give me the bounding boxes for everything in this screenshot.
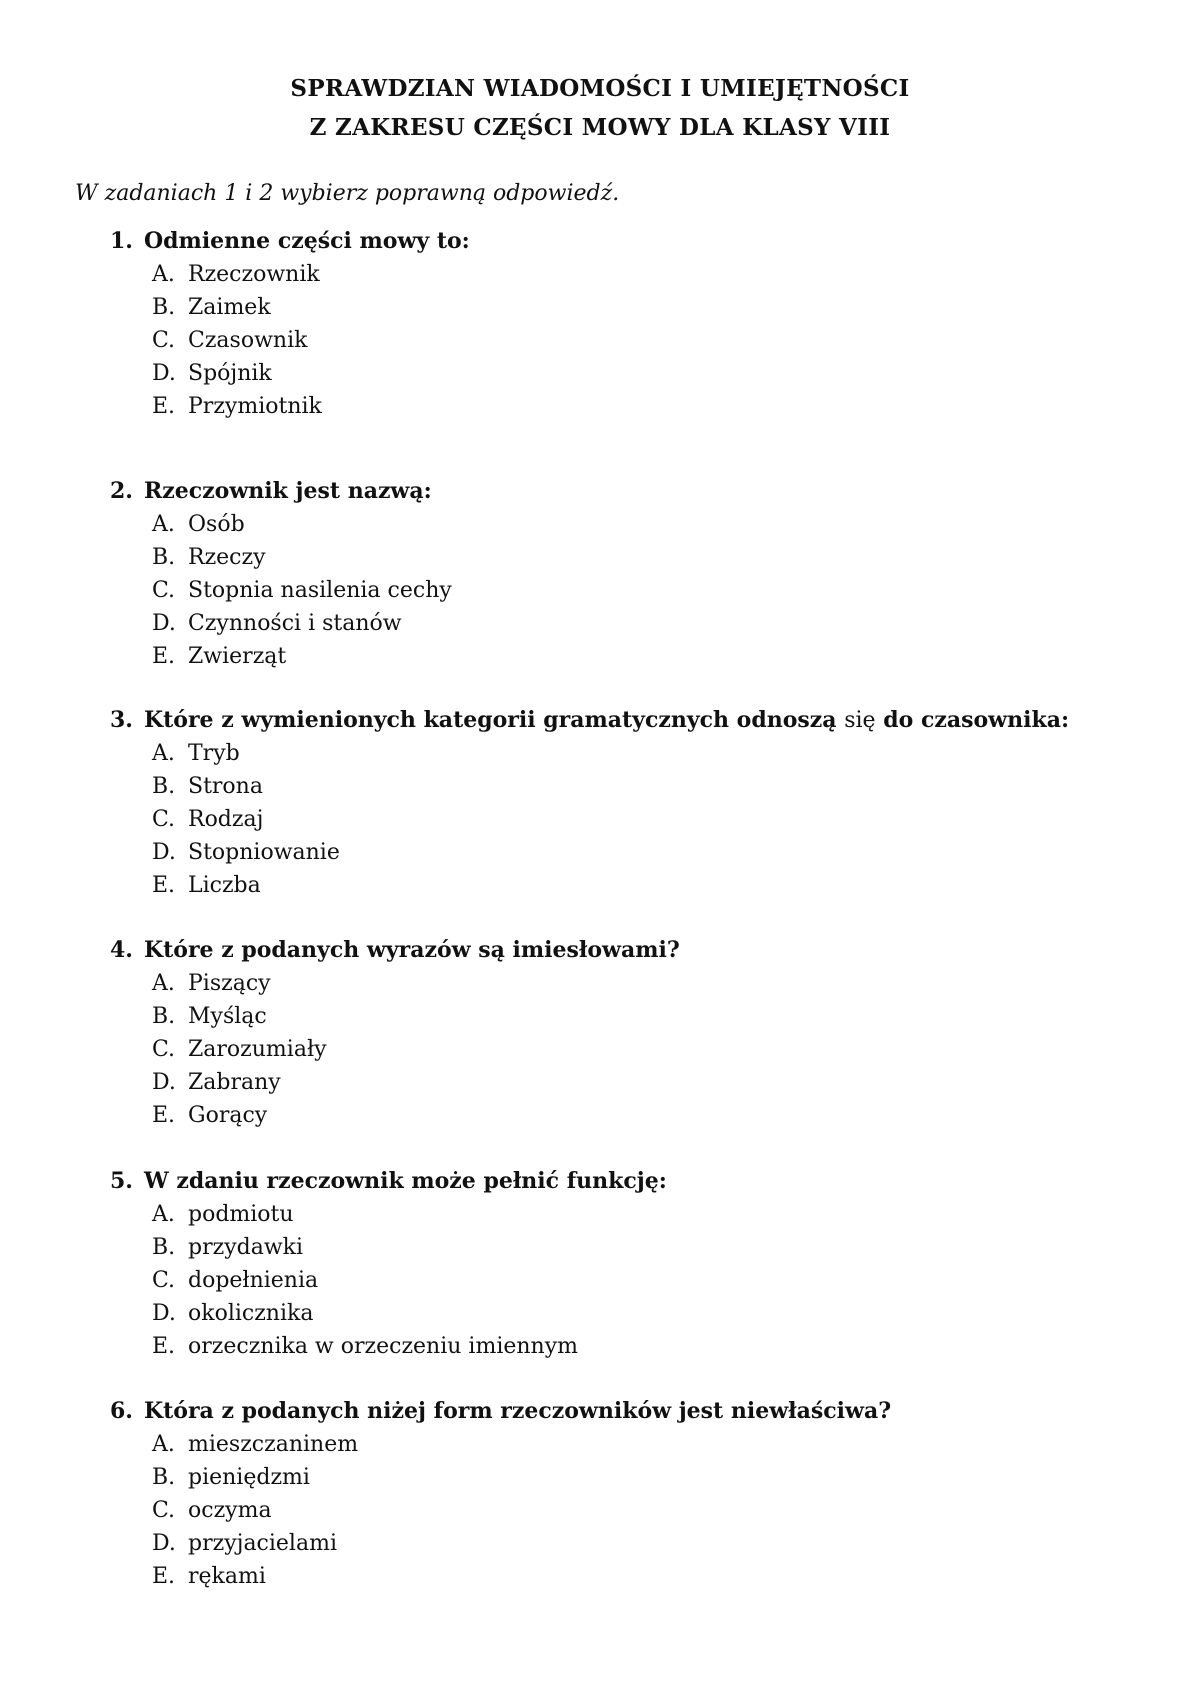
answer-option (110, 1264, 1170, 1297)
question-heading (110, 225, 1170, 258)
question-heading (110, 704, 1170, 737)
answer-option (110, 640, 1170, 673)
option-text: Rodzaj (188, 807, 264, 832)
option-letter: D. (152, 611, 176, 636)
question-text-part-2: do czasownika: (883, 707, 1070, 733)
answer-option (110, 803, 1170, 836)
option-letter: D. (152, 1070, 176, 1095)
question-heading (110, 475, 1170, 508)
answer-option (110, 1066, 1170, 1099)
option-text: Rzeczy (188, 545, 266, 570)
option-letter: E. (152, 394, 176, 419)
option-text: Piszący (188, 971, 271, 996)
option-letter: D. (152, 1531, 176, 1556)
answer-option (110, 967, 1170, 1000)
option-text: Tryb (188, 741, 240, 766)
option-text: Czynności i stanów (188, 611, 402, 636)
option-letter: E. (152, 1334, 176, 1359)
answer-option (110, 1000, 1170, 1033)
option-text: orzecznika w orzeczeniu imiennym (188, 1334, 579, 1359)
question-number: 4. (110, 937, 133, 963)
answer-option (110, 1099, 1170, 1132)
instruction-text: W zadaniach 1 i 2 wybierz poprawną odpowiedź. (75, 181, 620, 206)
answer-option (110, 1461, 1170, 1494)
answer-option (110, 1231, 1170, 1264)
option-text: Gorący (188, 1103, 268, 1128)
question-4 (110, 934, 1170, 1132)
answer-option (110, 836, 1170, 869)
answer-option (110, 869, 1170, 902)
question-text: Która z podanych niżej form rzeczowników jest niewłaściwa? (144, 1398, 892, 1424)
answer-option (110, 1330, 1170, 1363)
answer-option (110, 390, 1170, 423)
question-number: 5. (110, 1168, 133, 1194)
option-text: przydawki (188, 1235, 304, 1260)
option-text: pieniędzmi (188, 1465, 310, 1490)
option-text: Liczba (188, 873, 261, 898)
answer-option (110, 508, 1170, 541)
question-6 (110, 1395, 1170, 1593)
question-5 (110, 1165, 1170, 1363)
option-letter: D. (152, 1301, 176, 1326)
question-3 (110, 704, 1170, 902)
question-number: 1. (110, 228, 133, 254)
option-text: Przymiotnik (188, 394, 322, 419)
answer-option (110, 1297, 1170, 1330)
option-letter: C. (152, 1268, 176, 1293)
option-letter: A. (152, 741, 175, 766)
question-2 (110, 475, 1170, 673)
answer-options (110, 1198, 1170, 1363)
question-text: W zdaniu rzeczownik może pełnić funkcję: (144, 1168, 667, 1194)
answer-option (110, 607, 1170, 640)
answer-option (110, 291, 1170, 324)
option-letter: A. (152, 971, 175, 996)
option-text: Strona (188, 774, 263, 799)
answer-option (110, 324, 1170, 357)
page-title-line-2: Z ZAKRESU CZĘŚCI MOWY DLA KLASY VIII (309, 114, 891, 141)
option-letter: B. (152, 1004, 176, 1029)
question-text (144, 707, 1069, 733)
option-text: mieszczaninem (188, 1432, 359, 1457)
option-text: Osób (188, 512, 245, 537)
option-letter: C. (152, 328, 176, 353)
option-letter: C. (152, 578, 176, 603)
option-letter: A. (152, 512, 175, 537)
option-text: Myśląc (188, 1004, 267, 1029)
answer-options (110, 967, 1170, 1132)
option-letter: E. (152, 1103, 176, 1128)
option-letter: D. (152, 840, 176, 865)
option-letter: C. (152, 1037, 176, 1062)
answer-option (110, 1033, 1170, 1066)
option-letter: A. (152, 262, 175, 287)
option-text: Rzeczownik (188, 262, 320, 287)
option-text: dopełnienia (188, 1268, 319, 1293)
option-letter: E. (152, 873, 176, 898)
option-letter: B. (152, 295, 176, 320)
question-heading (110, 934, 1170, 967)
option-text: Zwierząt (188, 644, 287, 669)
answer-option (110, 1560, 1170, 1593)
question-number: 2. (110, 478, 133, 504)
option-text: Zabrany (188, 1070, 281, 1095)
question-text-plain: się (844, 708, 876, 733)
question-text: Odmienne części mowy to: (144, 228, 470, 254)
answer-option (110, 1494, 1170, 1527)
question-number: 6. (110, 1398, 133, 1424)
question-text: Które z podanych wyrazów są imiesłowami? (144, 937, 680, 963)
option-letter: E. (152, 1564, 176, 1589)
answer-options (110, 737, 1170, 902)
answer-option (110, 737, 1170, 770)
option-text: Zaimek (188, 295, 271, 320)
answer-options (110, 1428, 1170, 1593)
answer-option (110, 1527, 1170, 1560)
option-letter: A. (152, 1202, 175, 1227)
option-letter: A. (152, 1432, 175, 1457)
question-text-part-1: Które z wymienionych kategorii gramatycznych odnoszą (144, 707, 837, 733)
option-letter: E. (152, 644, 176, 669)
option-letter: B. (152, 1235, 176, 1260)
option-text: Czasownik (188, 328, 308, 353)
answer-option (110, 574, 1170, 607)
option-text: Stopniowanie (188, 840, 340, 865)
question-1 (110, 225, 1170, 423)
answer-option (110, 1428, 1170, 1461)
question-heading (110, 1395, 1170, 1428)
answer-option (110, 541, 1170, 574)
option-text: oczyma (188, 1498, 272, 1523)
question-heading (110, 1165, 1170, 1198)
option-text: rękami (188, 1564, 266, 1589)
question-text: Rzeczownik jest nazwą: (144, 478, 432, 504)
option-letter: D. (152, 361, 176, 386)
answer-options (110, 258, 1170, 423)
answer-option (110, 770, 1170, 803)
option-letter: C. (152, 807, 176, 832)
option-text: podmiotu (188, 1202, 294, 1227)
page-title-line-1: SPRAWDZIAN WIADOMOŚCI I UMIEJĘTNOŚCI (290, 75, 910, 102)
option-letter: C. (152, 1498, 176, 1523)
option-text: Stopnia nasilenia cechy (188, 578, 452, 603)
answer-options (110, 508, 1170, 673)
answer-option (110, 357, 1170, 390)
answer-option (110, 258, 1170, 291)
option-letter: B. (152, 545, 176, 570)
option-text: Zarozumiały (188, 1037, 327, 1062)
option-letter: B. (152, 774, 176, 799)
option-text: przyjacielami (188, 1531, 337, 1556)
question-number: 3. (110, 707, 133, 733)
option-letter: B. (152, 1465, 176, 1490)
option-text: okolicznika (188, 1301, 314, 1326)
answer-option (110, 1198, 1170, 1231)
option-text: Spójnik (188, 361, 272, 386)
